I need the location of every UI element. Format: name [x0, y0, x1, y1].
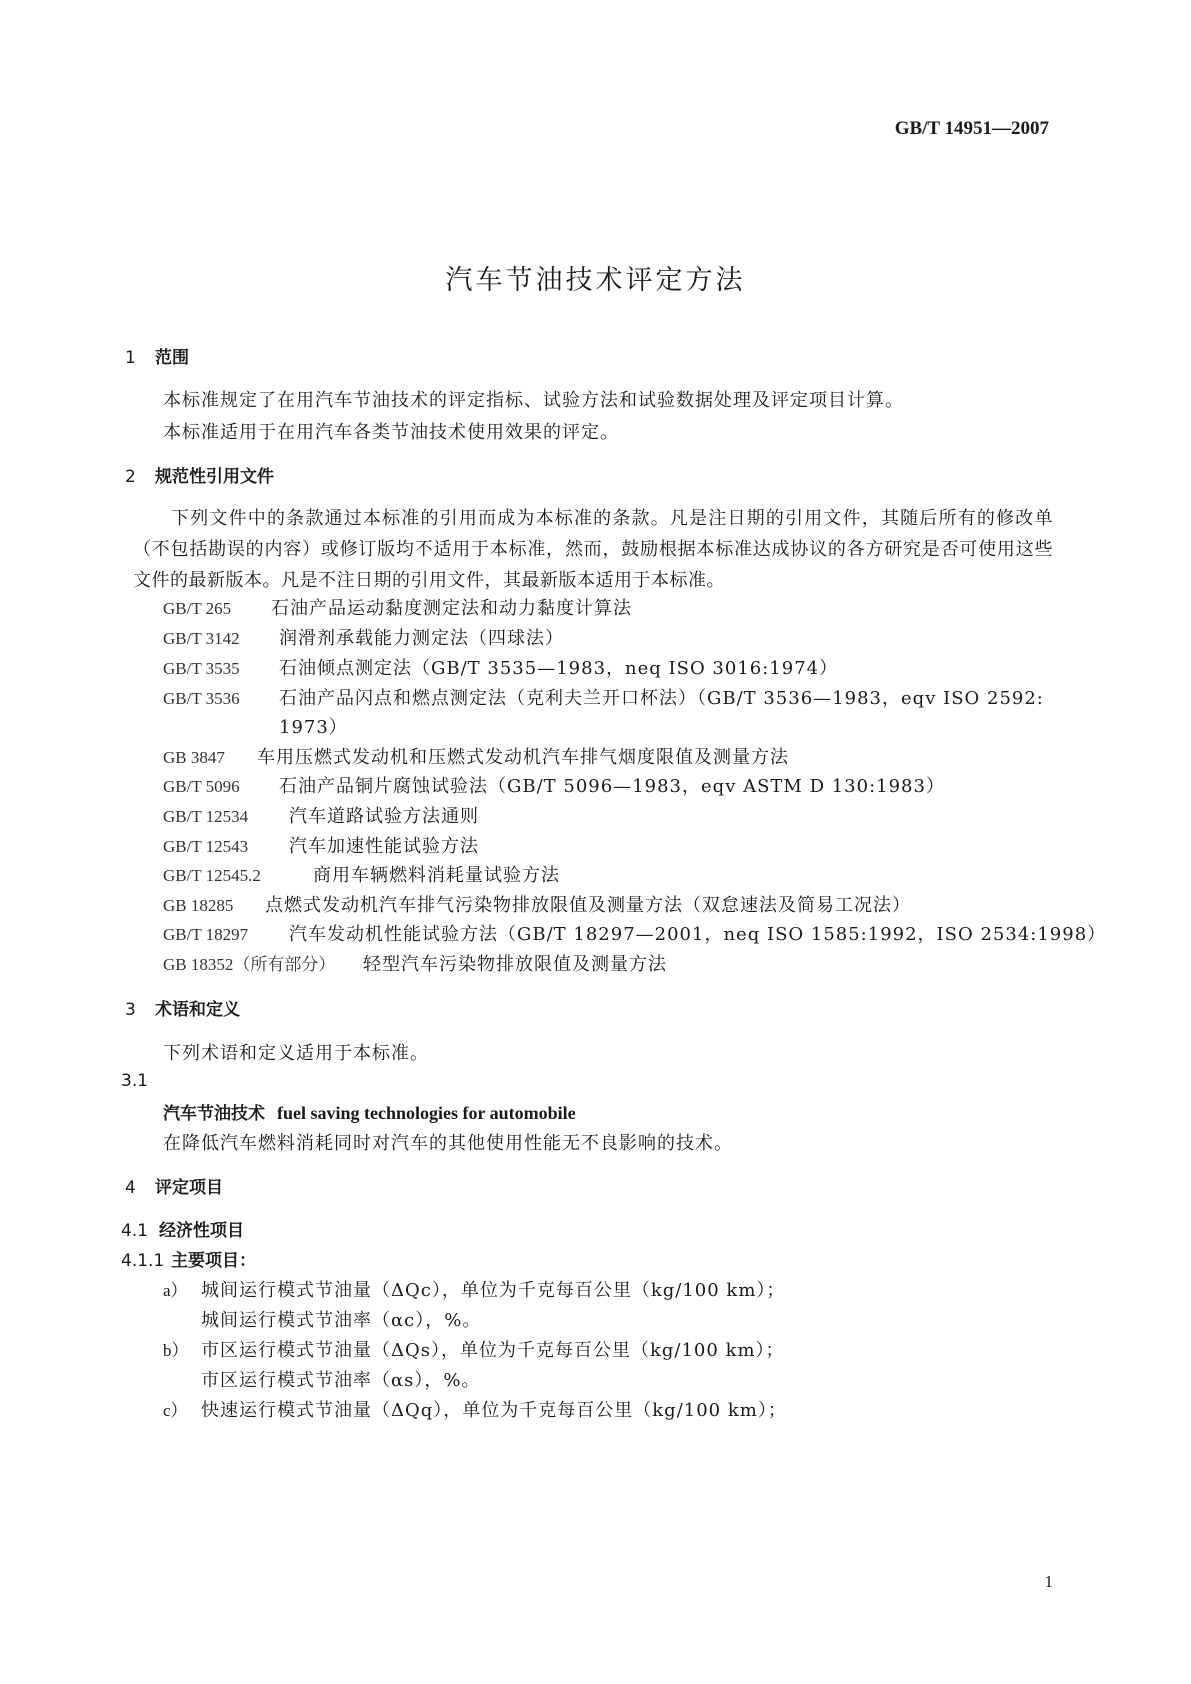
section-title: 范围 [155, 348, 189, 368]
term-chinese-name: 汽车节油技术 [163, 1104, 265, 1124]
paragraph: 本标准规定了在用汽车节油技术的评定指标、试验方法和试验数据处理及评定项目计算。 [163, 390, 904, 411]
list-item-text: 城间运行模式节油量（ΔQc），单位为千克每百公里（kg/100 km）； [201, 1280, 786, 1301]
document-title: 汽车节油技术评定方法 [445, 265, 746, 296]
reference-item [163, 920, 1106, 946]
list-item-letter: b） [163, 1341, 189, 1360]
reference-title: 石油产品运动黏度测定法和动力黏度计算法 [271, 598, 632, 619]
term-english-name: fuel saving technologies for automobile [277, 1103, 576, 1123]
list-item [163, 1396, 787, 1422]
section-3-heading [125, 995, 240, 1020]
section-number: 2 [125, 467, 136, 487]
reference-code: GB/T 3535 [163, 659, 240, 678]
subsubsection-heading [121, 1246, 256, 1271]
reference-title: 润滑剂承载能力测定法（四球法） [279, 628, 564, 649]
standard-code: GB/T 14951—2007 [894, 118, 1049, 139]
reference-item [163, 861, 560, 887]
reference-item [163, 832, 479, 858]
reference-code: GB/T 12543 [163, 837, 249, 856]
reference-title: 石油倾点测定法（GB/T 3535—1983，neq ISO 3016:1974） [279, 658, 839, 679]
list-item-text-continued: 市区运行模式节油率（αs），%。 [201, 1370, 481, 1391]
subsection-heading [121, 1216, 244, 1241]
reference-title-continued: 1973） [279, 717, 348, 738]
reference-code: GB/T 265 [163, 599, 232, 618]
reference-code: GB/T 12534 [163, 807, 249, 826]
list-item [163, 1336, 785, 1362]
section-1-heading [125, 343, 189, 368]
reference-item [163, 654, 838, 680]
reference-title: 汽车发动机性能试验方法（GB/T 18297—2001，neq ISO 1585:1992，ISO 2534:1998） [289, 924, 1107, 945]
reference-code: GB/T 12545.2 [163, 866, 261, 885]
reference-title: 车用压燃式发动机和压燃式发动机汽车排气烟度限值及测量方法 [257, 747, 789, 768]
reference-item [163, 594, 632, 620]
reference-item [163, 891, 911, 917]
list-item-letter: c） [163, 1401, 188, 1420]
section-2-intro: 下列文件中的条款通过本标准的引用而成为本标准的条款。凡是注日期的引用文件，其随后所有的修改单（不包括勘误的内容）或修订版均不适用于本标准，然而，鼓励根据本标准达成协议的各方研究是否可使用这些文件的最新版本。凡是不注日期的引用文件，其最新版本适用于本标准。 [133, 508, 1053, 591]
reference-title: 商用车辆燃料消耗量试验方法 [313, 865, 560, 886]
reference-title: 汽车道路试验方法通则 [289, 806, 479, 827]
section-4-heading [125, 1173, 223, 1198]
reference-code: GB 18352（所有部分） [163, 955, 336, 974]
list-item-letter: a） [163, 1281, 188, 1300]
list-item-text-continued: 城间运行模式节油率（αc），%。 [201, 1310, 482, 1331]
section-title: 术语和定义 [155, 1000, 240, 1020]
list-item-text: 快速运行模式节油量（ΔQq），单位为千克每百公里（kg/100 km）； [201, 1400, 787, 1421]
reference-item [163, 950, 667, 976]
reference-title: 轻型汽车污染物排放限值及测量方法 [363, 954, 667, 975]
paragraph: 本标准适用于在用汽车各类节油技术使用效果的评定。 [163, 422, 619, 443]
reference-code: GB/T 3536 [163, 689, 240, 708]
list-item [163, 1276, 785, 1302]
reference-item [163, 772, 945, 798]
reference-code: GB 18285 [163, 896, 234, 915]
list-item-text: 市区运行模式节油量（ΔQs），单位为千克每百公里（kg/100 km）； [201, 1340, 785, 1361]
section-title: 规范性引用文件 [155, 467, 274, 487]
subsubsection-number: 4.1.1 [121, 1251, 165, 1271]
subsubsection-title: 主要项目： [171, 1251, 256, 1271]
section-2-heading [125, 462, 274, 487]
reference-item [163, 684, 1044, 710]
reference-code: GB 3847 [163, 748, 225, 767]
reference-title: 汽车加速性能试验方法 [289, 836, 479, 857]
reference-title: 石油产品闪点和燃点测定法（克利夫兰开口杯法）（GB/T 3536—1983，eqv ISO 2592: [279, 688, 1044, 709]
term-entry [163, 1099, 576, 1124]
subsection-number: 4.1 [121, 1221, 149, 1241]
section-number: 3 [125, 1000, 136, 1020]
section-number: 1 [125, 348, 136, 368]
reference-item [163, 624, 564, 650]
reference-item [163, 743, 789, 769]
term-number: 3.1 [121, 1071, 149, 1091]
page-number: 1 [1044, 1572, 1053, 1591]
reference-title: 石油产品铜片腐蚀试验法（GB/T 5096—1983，eqv ASTM D 130:1983） [279, 776, 945, 797]
subsection-title: 经济性项目 [159, 1221, 244, 1241]
section-title: 评定项目 [155, 1178, 223, 1198]
reference-title: 点燃式发动机汽车排气污染物排放限值及测量方法（双怠速法及简易工况法） [265, 895, 911, 916]
section-number: 4 [125, 1178, 136, 1198]
reference-item [163, 802, 479, 828]
paragraph: 下列术语和定义适用于本标准。 [163, 1043, 429, 1064]
reference-code: GB/T 18297 [163, 925, 249, 944]
reference-code: GB/T 5096 [163, 777, 240, 796]
reference-code: GB/T 3142 [163, 629, 240, 648]
term-definition: 在降低汽车燃料消耗同时对汽车的其他使用性能无不良影响的技术。 [163, 1133, 733, 1154]
